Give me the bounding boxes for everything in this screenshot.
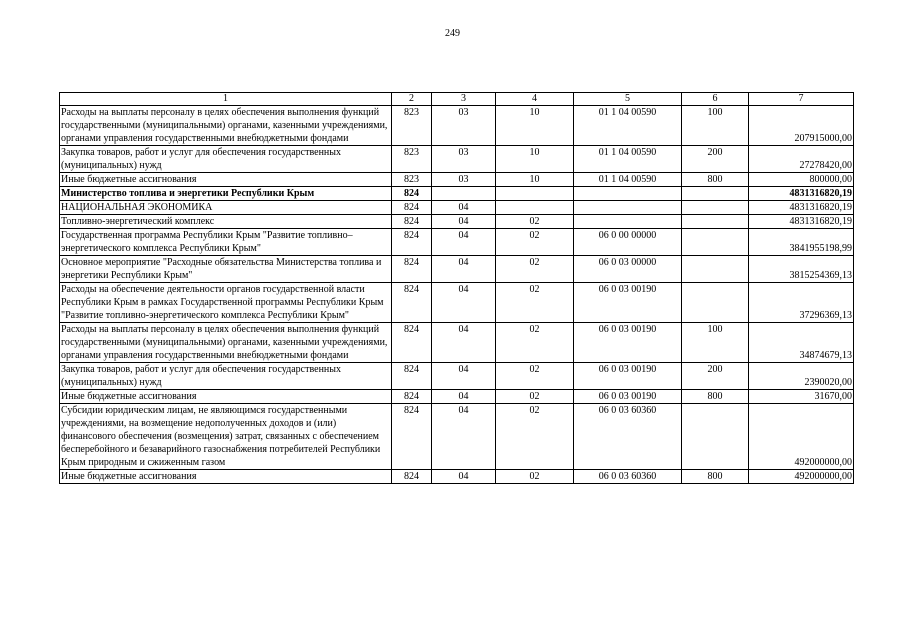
- page-number: 249: [445, 28, 460, 39]
- row-grbs-cell: 823: [392, 146, 432, 173]
- row-subsection-cell: 10: [496, 146, 574, 173]
- table-row: [60, 229, 854, 256]
- row-target-article-cell: [574, 201, 682, 215]
- row-subsection-cell: 10: [496, 106, 574, 146]
- row-subsection-cell: 02: [496, 390, 574, 404]
- row-target-article-cell: 06 0 03 00190: [574, 363, 682, 390]
- table-row: [60, 173, 854, 187]
- row-target-article-cell: 01 1 04 00590: [574, 173, 682, 187]
- row-amount-cell: 800000,00: [749, 173, 854, 187]
- row-section-cell: 04: [432, 323, 496, 363]
- row-section-cell: [432, 187, 496, 201]
- row-expense-type-cell: [682, 229, 749, 256]
- row-amount-cell: 492000000,00: [749, 404, 854, 470]
- row-target-article-cell: [574, 215, 682, 229]
- row-section-cell: 04: [432, 215, 496, 229]
- row-grbs-cell: 824: [392, 404, 432, 470]
- row-section-cell: 04: [432, 283, 496, 323]
- table-row: [60, 201, 854, 215]
- row-grbs-cell: 824: [392, 390, 432, 404]
- column-header-6: 6: [682, 93, 749, 106]
- row-expense-type-cell: 100: [682, 323, 749, 363]
- table-row: [60, 390, 854, 404]
- table-row: [60, 283, 854, 323]
- row-subsection-cell: 02: [496, 256, 574, 283]
- row-target-article-cell: 06 0 03 00190: [574, 283, 682, 323]
- row-grbs-cell: 824: [392, 470, 432, 484]
- row-section-cell: 04: [432, 404, 496, 470]
- row-grbs-cell: 824: [392, 215, 432, 229]
- row-name-cell: Топливно-энергетический комплекс: [60, 215, 392, 229]
- row-expense-type-cell: [682, 283, 749, 323]
- row-name-cell: Субсидии юридическим лицам, не являющимся государственными учреждениями, на возмещение недополученных доходов и (или) финансового обеспечения (возмещения) затрат, связанных с обеспечением бесперебойного и безаварийного газоснабжения потребителей Республики Крым природным и сжиженным газом: [60, 404, 392, 470]
- row-section-cell: 03: [432, 173, 496, 187]
- row-grbs-cell: 824: [392, 187, 432, 201]
- row-subsection-cell: [496, 187, 574, 201]
- row-section-cell: 04: [432, 390, 496, 404]
- column-header-5: 5: [574, 93, 682, 106]
- row-section-cell: 04: [432, 201, 496, 215]
- row-subsection-cell: 02: [496, 323, 574, 363]
- row-section-cell: 04: [432, 229, 496, 256]
- row-amount-cell: 4831316820,19: [749, 215, 854, 229]
- row-name-cell: Расходы на выплаты персоналу в целях обеспечения выполнения функций государственными (муниципальными) органами, казенными учреждениями, органами управления государственными внебюджетными фондами: [60, 106, 392, 146]
- row-grbs-cell: 824: [392, 283, 432, 323]
- row-target-article-cell: 06 0 03 00190: [574, 390, 682, 404]
- row-expense-type-cell: 100: [682, 106, 749, 146]
- header-row: [60, 93, 854, 106]
- row-expense-type-cell: [682, 201, 749, 215]
- row-subsection-cell: [496, 201, 574, 215]
- row-subsection-cell: 02: [496, 404, 574, 470]
- row-name-cell: НАЦИОНАЛЬНАЯ ЭКОНОМИКА: [60, 201, 392, 215]
- row-target-article-cell: 06 0 00 00000: [574, 229, 682, 256]
- table-body: [60, 106, 854, 484]
- column-header-7: 7: [749, 93, 854, 106]
- row-grbs-cell: 823: [392, 173, 432, 187]
- row-expense-type-cell: 800: [682, 470, 749, 484]
- row-amount-cell: 3841955198,99: [749, 229, 854, 256]
- row-name-cell: Расходы на выплаты персоналу в целях обеспечения выполнения функций государственными (муниципальными) органами, казенными учреждениями, органами управления государственными внебюджетными фондами: [60, 323, 392, 363]
- table-row: [60, 363, 854, 390]
- row-subsection-cell: 02: [496, 470, 574, 484]
- row-expense-type-cell: [682, 404, 749, 470]
- row-amount-cell: 27278420,00: [749, 146, 854, 173]
- row-grbs-cell: 823: [392, 106, 432, 146]
- budget-table: [59, 92, 854, 484]
- column-header-1: 1: [60, 93, 392, 106]
- row-section-cell: 03: [432, 106, 496, 146]
- row-grbs-cell: 824: [392, 323, 432, 363]
- table-row: [60, 106, 854, 146]
- row-section-cell: 04: [432, 256, 496, 283]
- table-row: [60, 470, 854, 484]
- column-header-4: 4: [496, 93, 574, 106]
- row-target-article-cell: 06 0 03 00190: [574, 323, 682, 363]
- row-target-article-cell: 06 0 03 60360: [574, 404, 682, 470]
- row-amount-cell: 34874679,13: [749, 323, 854, 363]
- row-subsection-cell: 02: [496, 283, 574, 323]
- row-expense-type-cell: 800: [682, 173, 749, 187]
- table-row: [60, 404, 854, 470]
- table-row: [60, 187, 854, 201]
- row-subsection-cell: 10: [496, 173, 574, 187]
- row-target-article-cell: 06 0 03 60360: [574, 470, 682, 484]
- row-amount-cell: 207915000,00: [749, 106, 854, 146]
- row-target-article-cell: [574, 187, 682, 201]
- row-name-cell: Закупка товаров, работ и услуг для обеспечения государственных (муниципальных) нужд: [60, 146, 392, 173]
- row-name-cell: Расходы на обеспечение деятельности органов государственной власти Республики Крым в рамках Государственной программы Республики Крым "Развитие топливно-энергетического комплекса Республики Крым": [60, 283, 392, 323]
- table-row: [60, 323, 854, 363]
- row-subsection-cell: 02: [496, 363, 574, 390]
- row-amount-cell: 4831316820,19: [749, 187, 854, 201]
- row-name-cell: Иные бюджетные ассигнования: [60, 173, 392, 187]
- row-expense-type-cell: 800: [682, 390, 749, 404]
- row-subsection-cell: 02: [496, 215, 574, 229]
- row-name-cell: Иные бюджетные ассигнования: [60, 390, 392, 404]
- row-expense-type-cell: [682, 256, 749, 283]
- row-section-cell: 03: [432, 146, 496, 173]
- row-amount-cell: 3815254369,13: [749, 256, 854, 283]
- row-section-cell: 04: [432, 470, 496, 484]
- table-row: [60, 256, 854, 283]
- table-row: [60, 215, 854, 229]
- row-section-cell: 04: [432, 363, 496, 390]
- row-grbs-cell: 824: [392, 201, 432, 215]
- row-target-article-cell: 01 1 04 00590: [574, 106, 682, 146]
- row-name-cell: Иные бюджетные ассигнования: [60, 470, 392, 484]
- column-header-2: 2: [392, 93, 432, 106]
- row-amount-cell: 2390020,00: [749, 363, 854, 390]
- row-amount-cell: 37296369,13: [749, 283, 854, 323]
- row-grbs-cell: 824: [392, 363, 432, 390]
- row-grbs-cell: 824: [392, 256, 432, 283]
- row-amount-cell: 4831316820,19: [749, 201, 854, 215]
- row-target-article-cell: 01 1 04 00590: [574, 146, 682, 173]
- row-amount-cell: 31670,00: [749, 390, 854, 404]
- row-name-cell: Министерство топлива и энергетики Республики Крым: [60, 187, 392, 201]
- row-grbs-cell: 824: [392, 229, 432, 256]
- row-name-cell: Основное мероприятие "Расходные обязательства Министерства топлива и энергетики Республики Крым": [60, 256, 392, 283]
- row-target-article-cell: 06 0 03 00000: [574, 256, 682, 283]
- row-expense-type-cell: 200: [682, 363, 749, 390]
- row-expense-type-cell: [682, 215, 749, 229]
- row-amount-cell: 492000000,00: [749, 470, 854, 484]
- row-expense-type-cell: 200: [682, 146, 749, 173]
- row-subsection-cell: 02: [496, 229, 574, 256]
- row-name-cell: Закупка товаров, работ и услуг для обеспечения государственных (муниципальных) нужд: [60, 363, 392, 390]
- row-expense-type-cell: [682, 187, 749, 201]
- row-name-cell: Государственная программа Республики Крым "Развитие топливно–энергетического комплекса Республики Крым": [60, 229, 392, 256]
- column-header-3: 3: [432, 93, 496, 106]
- table-row: [60, 146, 854, 173]
